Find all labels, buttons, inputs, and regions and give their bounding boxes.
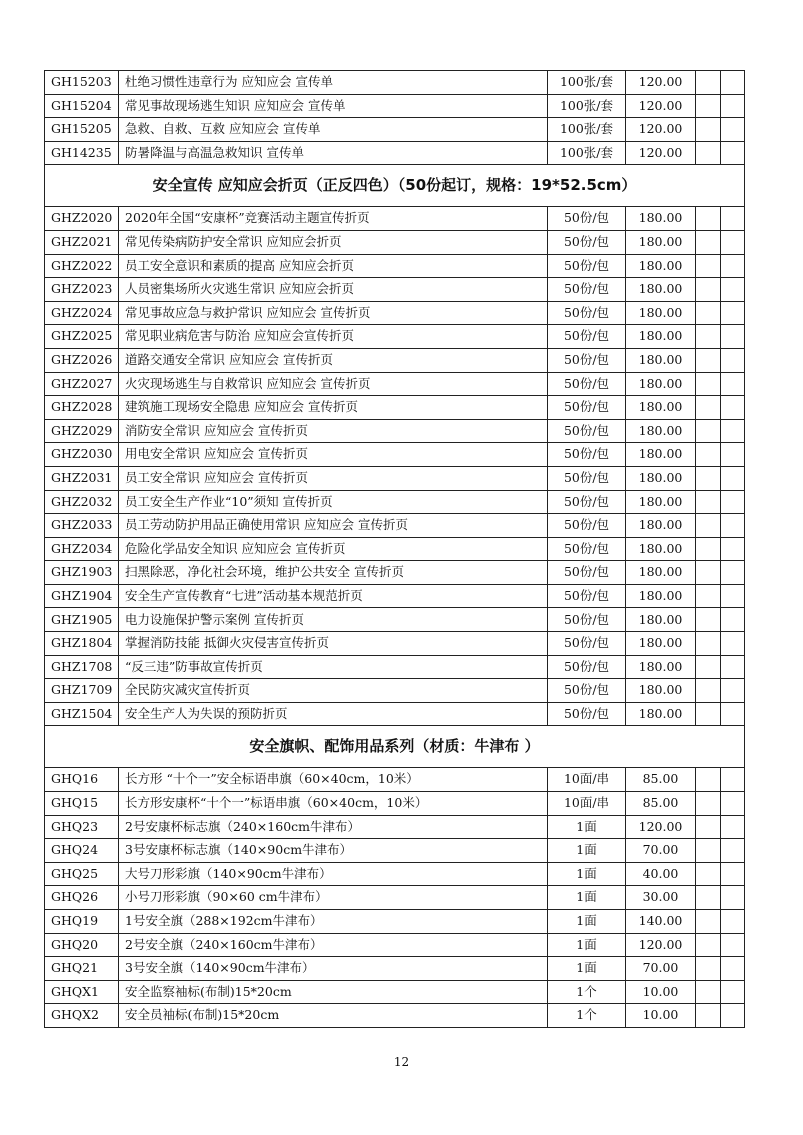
item-unit-cell: 1面: [548, 839, 626, 863]
item-name-cell: 电力设施保护警示案例 宣传折页: [119, 608, 548, 632]
blank-cell-a: [696, 702, 721, 726]
item-name-cell: 员工安全常识 应知应会 宣传折页: [119, 466, 548, 490]
blank-cell-a: [696, 443, 721, 467]
blank-cell-b: [721, 792, 745, 816]
blank-cell-b: [721, 94, 745, 118]
table-row: [45, 632, 745, 656]
table-row: [45, 94, 745, 118]
blank-cell-a: [696, 608, 721, 632]
item-code-cell: GHZ2031: [45, 466, 119, 490]
blank-cell-b: [721, 561, 745, 585]
item-name-cell: 2020年全国“安康杯”竞赛活动主题宣传折页: [119, 207, 548, 231]
item-name-cell: 1号安全旗（288×192cm牛津布）: [119, 910, 548, 934]
blank-cell-a: [696, 141, 721, 165]
item-unit-cell: 50份/包: [548, 325, 626, 349]
blank-cell-a: [696, 980, 721, 1004]
item-price-cell: 180.00: [626, 207, 696, 231]
item-unit-cell: 50份/包: [548, 561, 626, 585]
table-row: [45, 372, 745, 396]
item-code-cell: GHQX2: [45, 1004, 119, 1028]
blank-cell-b: [721, 768, 745, 792]
table-row: [45, 301, 745, 325]
item-code-cell: GHZ2028: [45, 396, 119, 420]
item-unit-cell: 1面: [548, 862, 626, 886]
item-unit-cell: 50份/包: [548, 372, 626, 396]
blank-cell-a: [696, 71, 721, 95]
table-row: [45, 584, 745, 608]
blank-cell-b: [721, 655, 745, 679]
item-name-cell: 火灾现场逃生与自救常识 应知应会 宣传折页: [119, 372, 548, 396]
blank-cell-a: [696, 230, 721, 254]
item-price-cell: 180.00: [626, 584, 696, 608]
item-code-cell: GH15204: [45, 94, 119, 118]
item-unit-cell: 50份/包: [548, 301, 626, 325]
blank-cell-b: [721, 348, 745, 372]
item-code-cell: GH15203: [45, 71, 119, 95]
item-price-cell: 180.00: [626, 561, 696, 585]
item-name-cell: 常见事故应急与救护常识 应知应会 宣传折页: [119, 301, 548, 325]
blank-cell-a: [696, 561, 721, 585]
blank-cell-a: [696, 278, 721, 302]
item-code-cell: GHZ2030: [45, 443, 119, 467]
item-code-cell: GHZ2024: [45, 301, 119, 325]
table-row: [45, 933, 745, 957]
item-unit-cell: 50份/包: [548, 419, 626, 443]
blank-cell-a: [696, 886, 721, 910]
table-row: [45, 325, 745, 349]
blank-cell-a: [696, 768, 721, 792]
item-unit-cell: 50份/包: [548, 702, 626, 726]
table-row: [45, 443, 745, 467]
item-code-cell: GHQ19: [45, 910, 119, 934]
item-unit-cell: 50份/包: [548, 537, 626, 561]
item-price-cell: 30.00: [626, 886, 696, 910]
table-row: [45, 886, 745, 910]
item-unit-cell: 50份/包: [548, 278, 626, 302]
section-heading-row: [45, 726, 745, 768]
item-price-cell: 10.00: [626, 1004, 696, 1028]
blank-cell-b: [721, 514, 745, 538]
item-price-cell: 180.00: [626, 514, 696, 538]
item-name-cell: 3号安康杯标志旗（140×90cm牛津布）: [119, 839, 548, 863]
blank-cell-b: [721, 980, 745, 1004]
item-code-cell: GHZ2029: [45, 419, 119, 443]
item-price-cell: 180.00: [626, 230, 696, 254]
item-code-cell: GHQ23: [45, 815, 119, 839]
blank-cell-b: [721, 910, 745, 934]
item-unit-cell: 1面: [548, 910, 626, 934]
item-price-cell: 180.00: [626, 419, 696, 443]
table-row: [45, 608, 745, 632]
blank-cell-b: [721, 466, 745, 490]
item-price-cell: 10.00: [626, 980, 696, 1004]
table-row: [45, 815, 745, 839]
item-unit-cell: 1面: [548, 957, 626, 981]
item-price-cell: 180.00: [626, 632, 696, 656]
item-code-cell: GHZ2032: [45, 490, 119, 514]
blank-cell-a: [696, 815, 721, 839]
item-code-cell: GHZ2027: [45, 372, 119, 396]
item-unit-cell: 50份/包: [548, 655, 626, 679]
item-code-cell: GHZ1903: [45, 561, 119, 585]
item-price-cell: 70.00: [626, 957, 696, 981]
item-unit-cell: 50份/包: [548, 584, 626, 608]
blank-cell-b: [721, 584, 745, 608]
item-price-cell: 70.00: [626, 839, 696, 863]
item-price-cell: 120.00: [626, 71, 696, 95]
blank-cell-b: [721, 230, 745, 254]
item-price-cell: 120.00: [626, 118, 696, 142]
item-unit-cell: 50份/包: [548, 230, 626, 254]
blank-cell-a: [696, 419, 721, 443]
blank-cell-b: [721, 933, 745, 957]
item-unit-cell: 50份/包: [548, 514, 626, 538]
item-unit-cell: 10面/串: [548, 768, 626, 792]
page-number: 12: [393, 1055, 410, 1069]
blank-cell-a: [696, 584, 721, 608]
item-unit-cell: 1个: [548, 980, 626, 1004]
item-unit-cell: 50份/包: [548, 679, 626, 703]
item-code-cell: GHQ24: [45, 839, 119, 863]
item-unit-cell: 50份/包: [548, 632, 626, 656]
section-heading: 安全宣传 应知应会折页（正反四色）（50份起订，规格：19*52.5cm）: [45, 165, 745, 207]
item-code-cell: GHZ2020: [45, 207, 119, 231]
item-unit-cell: 1面: [548, 815, 626, 839]
item-name-cell: “反三违”防事故宣传折页: [119, 655, 548, 679]
blank-cell-a: [696, 537, 721, 561]
blank-cell-a: [696, 396, 721, 420]
item-unit-cell: 50份/包: [548, 443, 626, 467]
item-code-cell: GHQ26: [45, 886, 119, 910]
section-heading: 安全旗帜、配饰用品系列（材质：牛津布 ）: [45, 726, 745, 768]
item-price-cell: 85.00: [626, 792, 696, 816]
item-price-cell: 180.00: [626, 278, 696, 302]
table-row: [45, 207, 745, 231]
item-code-cell: GHZ2026: [45, 348, 119, 372]
blank-cell-b: [721, 419, 745, 443]
item-name-cell: 常见职业病危害与防治 应知应会宣传折页: [119, 325, 548, 349]
blank-cell-a: [696, 862, 721, 886]
item-price-cell: 180.00: [626, 372, 696, 396]
blank-cell-b: [721, 815, 745, 839]
item-name-cell: 消防安全常识 应知应会 宣传折页: [119, 419, 548, 443]
blank-cell-a: [696, 957, 721, 981]
item-price-cell: 180.00: [626, 608, 696, 632]
item-code-cell: GHZ2022: [45, 254, 119, 278]
item-code-cell: GHZ2021: [45, 230, 119, 254]
blank-cell-b: [721, 443, 745, 467]
item-price-cell: 180.00: [626, 301, 696, 325]
blank-cell-b: [721, 632, 745, 656]
item-code-cell: GHZ2034: [45, 537, 119, 561]
item-code-cell: GHZ1504: [45, 702, 119, 726]
table-row: [45, 980, 745, 1004]
table-row: [45, 71, 745, 95]
blank-cell-b: [721, 537, 745, 561]
table-row: [45, 839, 745, 863]
table-row: [45, 396, 745, 420]
item-name-cell: 全民防灾减灾宣传折页: [119, 679, 548, 703]
item-unit-cell: 50份/包: [548, 490, 626, 514]
item-name-cell: 大号刀形彩旗（140×90cm牛津布）: [119, 862, 548, 886]
table-row: [45, 419, 745, 443]
item-name-cell: 安全生产人为失误的预防折页: [119, 702, 548, 726]
blank-cell-b: [721, 862, 745, 886]
item-unit-cell: 50份/包: [548, 396, 626, 420]
table-row: [45, 862, 745, 886]
item-price-cell: 120.00: [626, 141, 696, 165]
item-code-cell: GHZ1804: [45, 632, 119, 656]
item-unit-cell: 100张/套: [548, 141, 626, 165]
table-row: [45, 792, 745, 816]
section-heading-row: [45, 165, 745, 207]
table-row: [45, 514, 745, 538]
table-row: [45, 254, 745, 278]
blank-cell-a: [696, 118, 721, 142]
item-name-cell: 常见传染病防护安全常识 应知应会折页: [119, 230, 548, 254]
item-unit-cell: 1面: [548, 886, 626, 910]
item-price-cell: 180.00: [626, 443, 696, 467]
item-price-cell: 120.00: [626, 94, 696, 118]
table-row: [45, 230, 745, 254]
item-code-cell: GHQ21: [45, 957, 119, 981]
table-row: [45, 278, 745, 302]
table-row: [45, 679, 745, 703]
item-name-cell: 员工劳动防护用品正确使用常识 应知应会 宣传折页: [119, 514, 548, 538]
item-name-cell: 员工安全意识和素质的提高 应知应会折页: [119, 254, 548, 278]
table-row: [45, 348, 745, 372]
blank-cell-a: [696, 372, 721, 396]
blank-cell-b: [721, 372, 745, 396]
item-unit-cell: 1个: [548, 1004, 626, 1028]
blank-cell-b: [721, 1004, 745, 1028]
item-unit-cell: 10面/串: [548, 792, 626, 816]
item-unit-cell: 50份/包: [548, 466, 626, 490]
item-code-cell: GHQ16: [45, 768, 119, 792]
blank-cell-a: [696, 490, 721, 514]
item-unit-cell: 100张/套: [548, 94, 626, 118]
blank-cell-a: [696, 632, 721, 656]
blank-cell-a: [696, 679, 721, 703]
item-price-cell: 180.00: [626, 490, 696, 514]
item-unit-cell: 100张/套: [548, 71, 626, 95]
item-name-cell: 常见事故现场逃生知识 应知应会 宣传单: [119, 94, 548, 118]
item-name-cell: 2号安康杯标志旗（240×160cm牛津布）: [119, 815, 548, 839]
blank-cell-b: [721, 118, 745, 142]
catalog-table: [44, 70, 745, 1028]
item-price-cell: 180.00: [626, 348, 696, 372]
blank-cell-a: [696, 301, 721, 325]
item-code-cell: GHQ25: [45, 862, 119, 886]
item-unit-cell: 50份/包: [548, 348, 626, 372]
item-name-cell: 2号安全旗（240×160cm牛津布）: [119, 933, 548, 957]
blank-cell-a: [696, 325, 721, 349]
blank-cell-a: [696, 839, 721, 863]
blank-cell-b: [721, 608, 745, 632]
blank-cell-a: [696, 514, 721, 538]
item-name-cell: 长方形 “十个一”安全标语串旗（60×40cm，10米）: [119, 768, 548, 792]
blank-cell-a: [696, 94, 721, 118]
item-code-cell: GHZ1904: [45, 584, 119, 608]
item-price-cell: 180.00: [626, 325, 696, 349]
item-unit-cell: 50份/包: [548, 608, 626, 632]
item-price-cell: 180.00: [626, 396, 696, 420]
blank-cell-b: [721, 396, 745, 420]
blank-cell-a: [696, 207, 721, 231]
item-code-cell: GHZ1905: [45, 608, 119, 632]
item-price-cell: 180.00: [626, 679, 696, 703]
table-row: [45, 118, 745, 142]
blank-cell-b: [721, 490, 745, 514]
item-unit-cell: 50份/包: [548, 207, 626, 231]
item-price-cell: 180.00: [626, 655, 696, 679]
item-name-cell: 安全监察袖标(布制)15*20cm: [119, 980, 548, 1004]
item-price-cell: 120.00: [626, 815, 696, 839]
item-name-cell: 防暑降温与高温急救知识 宣传单: [119, 141, 548, 165]
blank-cell-a: [696, 792, 721, 816]
item-code-cell: GHQ20: [45, 933, 119, 957]
blank-cell-a: [696, 910, 721, 934]
blank-cell-b: [721, 679, 745, 703]
item-price-cell: 85.00: [626, 768, 696, 792]
item-price-cell: 180.00: [626, 254, 696, 278]
item-name-cell: 建筑施工现场安全隐患 应知应会 宣传折页: [119, 396, 548, 420]
blank-cell-b: [721, 71, 745, 95]
item-name-cell: 人员密集场所火灾逃生常识 应知应会折页: [119, 278, 548, 302]
blank-cell-a: [696, 254, 721, 278]
blank-cell-b: [721, 301, 745, 325]
blank-cell-b: [721, 141, 745, 165]
item-price-cell: 140.00: [626, 910, 696, 934]
item-code-cell: GHZ2025: [45, 325, 119, 349]
item-code-cell: GHQ15: [45, 792, 119, 816]
item-code-cell: GHQX1: [45, 980, 119, 1004]
blank-cell-b: [721, 278, 745, 302]
catalog-body: [45, 71, 745, 1028]
table-row: [45, 768, 745, 792]
item-name-cell: 小号刀形彩旗（90×60 cm牛津布）: [119, 886, 548, 910]
item-name-cell: 3号安全旗（140×90cm牛津布）: [119, 957, 548, 981]
item-unit-cell: 100张/套: [548, 118, 626, 142]
item-name-cell: 杜绝习惯性违章行为 应知应会 宣传单: [119, 71, 548, 95]
blank-cell-a: [696, 348, 721, 372]
table-row: [45, 655, 745, 679]
blank-cell-b: [721, 839, 745, 863]
table-row: [45, 490, 745, 514]
blank-cell-b: [721, 254, 745, 278]
table-row: [45, 537, 745, 561]
blank-cell-a: [696, 655, 721, 679]
item-unit-cell: 1面: [548, 933, 626, 957]
table-row: [45, 957, 745, 981]
table-row: [45, 1004, 745, 1028]
item-name-cell: 安全员袖标(布制)15*20cm: [119, 1004, 548, 1028]
blank-cell-b: [721, 325, 745, 349]
blank-cell-a: [696, 1004, 721, 1028]
blank-cell-b: [721, 886, 745, 910]
table-row: [45, 910, 745, 934]
item-name-cell: 道路交通安全常识 应知应会 宣传折页: [119, 348, 548, 372]
item-price-cell: 40.00: [626, 862, 696, 886]
item-code-cell: GHZ1709: [45, 679, 119, 703]
item-name-cell: 危险化学品安全知识 应知应会 宣传折页: [119, 537, 548, 561]
item-name-cell: 安全生产宣传教育“七进”活动基本规范折页: [119, 584, 548, 608]
item-name-cell: 员工安全生产作业“10”须知 宣传折页: [119, 490, 548, 514]
item-name-cell: 掌握消防技能 抵御火灾侵害宣传折页: [119, 632, 548, 656]
blank-cell-b: [721, 702, 745, 726]
table-row: [45, 702, 745, 726]
table-row: [45, 141, 745, 165]
item-unit-cell: 50份/包: [548, 254, 626, 278]
blank-cell-a: [696, 933, 721, 957]
blank-cell-b: [721, 957, 745, 981]
item-code-cell: GH15205: [45, 118, 119, 142]
item-name-cell: 长方形安康杯“十个一”标语串旗（60×40cm，10米）: [119, 792, 548, 816]
item-code-cell: GHZ2033: [45, 514, 119, 538]
item-price-cell: 180.00: [626, 537, 696, 561]
table-row: [45, 561, 745, 585]
item-code-cell: GHZ2023: [45, 278, 119, 302]
item-code-cell: GH14235: [45, 141, 119, 165]
item-price-cell: 120.00: [626, 933, 696, 957]
item-name-cell: 用电安全常识 应知应会 宣传折页: [119, 443, 548, 467]
item-price-cell: 180.00: [626, 466, 696, 490]
blank-cell-b: [721, 207, 745, 231]
item-code-cell: GHZ1708: [45, 655, 119, 679]
table-row: [45, 466, 745, 490]
item-price-cell: 180.00: [626, 702, 696, 726]
item-name-cell: 急救、自救、互救 应知应会 宣传单: [119, 118, 548, 142]
blank-cell-a: [696, 466, 721, 490]
item-name-cell: 扫黑除恶，净化社会环境，维护公共安全 宣传折页: [119, 561, 548, 585]
